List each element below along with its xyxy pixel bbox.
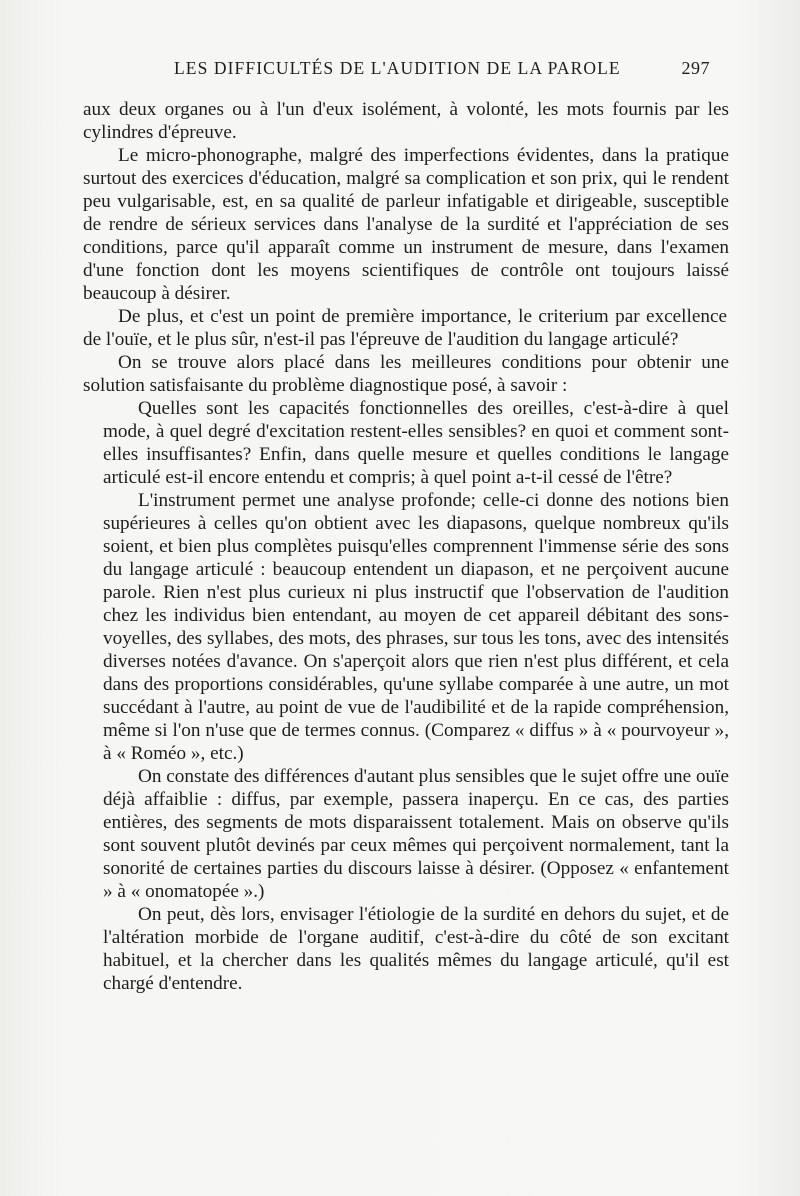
page-number: 297 (681, 58, 710, 78)
paragraph-criterium: De plus, et c'est un point de première importance, le criterium par excellence de l'ouïe, et le plus sûr, n'est-il pas l'épreuve de l'audition du langage articulé? (83, 306, 727, 350)
paragraph-etiologie: On peut, dès lors, envisager l'étiologie de la surdité en dehors du sujet, et de l'altération morbide de l'organe auditif, c'est-à-dire du côté de son excitant habituel, et la chercher dans les qualités mêmes du langage articulé, qu'il est chargé d'entendre. (103, 904, 729, 994)
paragraph-questions: Quelles sont les capacités fonctionnelles des oreilles, c'est-à-dire à quel mode, à quel degré d'excitation restent-elles sensibles? en quoi et comment sont-elles insuffisantes? Enfin, dans quelle mesure et quelles conditions le langage articulé est-il encore entendu et compris; à quel point a-t-il cessé de l'être? (103, 398, 729, 488)
paragraph-instrument: L'instrument permet une analyse profonde; celle-ci donne des notions bien supérieures à celles qu'on obtient avec les diapasons, quelque nombreux qu'ils soient, et bien plus complètes puisqu'elles comprennent l'immense série des sons du langage articulé : beaucoup entendent un diapason, et ne perçoivent aucune parole. Rien n'est plus curieux ni plus instructif que l'observation de l'audition chez les individus bien entendant, au moyen de cet appareil débitant des sons-voyelles, des syllabes, des mots, des phrases, sur tous les tons, avec des intensités diverses notées d'avance. On s'aperçoit alors que rien n'est plus différent, et cela dans des proportions considérables, qu'une syllabe comparée à une autre, un mot succédant à l'autre, au point de vue de l'audibilité et de la rapide compréhension, même si l'on n'use que de termes connus. (Comparez « diffus » à « pourvoyeur », à « Roméo », etc.) (103, 490, 729, 764)
paragraph-conditions: On se trouve alors placé dans les meilleures conditions pour obtenir une solution satisfaisante du problème diagnostique posé, à savoir : (83, 352, 729, 396)
paragraph-continued: aux deux organes ou à l'un d'eux isolément, à volonté, les mots fournis par les cylindres d'épreuve. (83, 99, 729, 143)
body-text (83, 98, 729, 995)
running-header (84, 58, 712, 82)
running-title: LES DIFFICULTÉS DE L'AUDITION DE LA PAROLE (174, 58, 621, 78)
paragraph-micro-phonographe: Le micro-phonographe, malgré des imperfections évidentes, dans la pratique surtout des exercices d'éducation, malgré sa complication et son prix, qui le rendent peu vulgarisable, est, en sa qualité de parleur infatigable et dirigeable, susceptible de rendre de sérieux services dans l'analyse de la surdité et l'appréciation de ses conditions, parce qu'il apparaît comme un instrument de mesure, dans l'examen d'une fonction dont les moyens scientifiques de contrôle ont toujours laissé beaucoup à désirer. (83, 145, 729, 304)
paragraph-differences: On constate des différences d'autant plus sensibles que le sujet offre une ouïe déjà affaiblie : diffus, par exemple, passera inaperçu. En ce cas, des parties entières, des segments de mots disparaissent totalement. Mais on observe qu'ils sont souvent plutôt devinés par ceux mêmes qui perçoivent normalement, tant la sonorité de certaines parties du discours laisse à désirer. (Opposez « enfantement » à « onomatopée ».) (103, 766, 729, 902)
